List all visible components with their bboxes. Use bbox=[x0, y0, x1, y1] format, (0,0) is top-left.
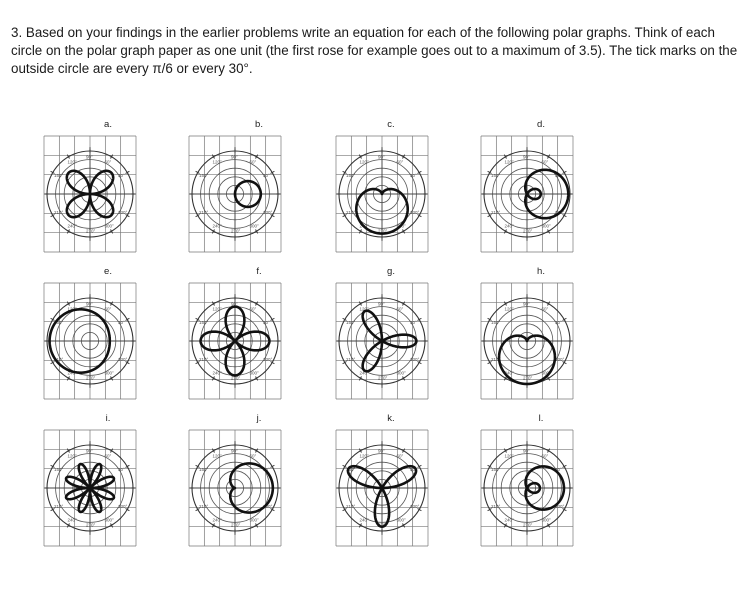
angle-label: 330° bbox=[118, 356, 128, 362]
angle-label: 270° bbox=[523, 228, 533, 234]
angle-label: 120° bbox=[67, 306, 77, 312]
angle-label: 330° bbox=[555, 503, 565, 509]
angle-label: 150° bbox=[490, 467, 501, 473]
angle-label: 90° bbox=[378, 154, 385, 160]
angle-label: 90° bbox=[523, 448, 530, 454]
angle-label: 240° bbox=[67, 223, 77, 229]
angle-label: 150° bbox=[53, 173, 64, 179]
angle-label: 300° bbox=[104, 517, 114, 523]
angle-label: 330° bbox=[263, 356, 273, 362]
angle-label: 120° bbox=[359, 453, 369, 459]
graph-label: a. bbox=[104, 119, 112, 130]
polar-graph bbox=[336, 430, 428, 546]
angle-label: 240° bbox=[504, 517, 514, 523]
angle-label: 120° bbox=[504, 306, 514, 312]
angle-label: 150° bbox=[345, 173, 356, 179]
angle-label: 120° bbox=[67, 159, 77, 165]
graph-label: h. bbox=[537, 266, 545, 277]
angle-label: 300° bbox=[104, 223, 114, 229]
angle-label: 30° bbox=[410, 467, 417, 473]
angle-label: 240° bbox=[212, 223, 222, 229]
angle-label: 30° bbox=[263, 320, 270, 326]
polar-graph bbox=[44, 430, 136, 546]
angle-label: 120° bbox=[212, 159, 222, 165]
angle-label: 120° bbox=[212, 306, 222, 312]
angle-label: 120° bbox=[212, 453, 222, 459]
angle-label: 270° bbox=[86, 228, 96, 234]
angle-label: 60° bbox=[104, 453, 112, 459]
angle-label: 60° bbox=[104, 159, 112, 165]
angle-label: 30° bbox=[555, 320, 562, 326]
angle-label: 300° bbox=[396, 517, 406, 523]
angle-label: 60° bbox=[249, 306, 257, 312]
angle-label: 240° bbox=[359, 517, 369, 523]
angle-label: 30° bbox=[410, 173, 417, 179]
angle-label: 300° bbox=[104, 370, 114, 376]
angle-label: 210° bbox=[345, 503, 356, 509]
angle-label: 240° bbox=[212, 517, 222, 523]
angle-label: 270° bbox=[86, 522, 96, 528]
polar-graph bbox=[189, 283, 281, 399]
graph-label: b. bbox=[255, 119, 263, 130]
angle-label: 30° bbox=[118, 173, 125, 179]
angle-label: 120° bbox=[504, 159, 514, 165]
angle-label: 60° bbox=[396, 159, 404, 165]
angle-label: 270° bbox=[231, 228, 241, 234]
angle-label: 60° bbox=[249, 453, 257, 459]
angle-label: 60° bbox=[541, 159, 549, 165]
angle-label: 120° bbox=[359, 306, 369, 312]
angle-label: 150° bbox=[345, 320, 356, 326]
angle-label: 90° bbox=[231, 154, 238, 160]
angle-label: 300° bbox=[249, 223, 259, 229]
angle-label: 240° bbox=[504, 223, 514, 229]
angle-label: 150° bbox=[53, 320, 64, 326]
angle-label: 210° bbox=[53, 209, 64, 215]
angle-label: 330° bbox=[410, 209, 420, 215]
angle-label: 330° bbox=[410, 503, 420, 509]
angle-label: 30° bbox=[555, 173, 562, 179]
angle-label: 210° bbox=[198, 356, 209, 362]
angle-label: 90° bbox=[523, 301, 530, 307]
angle-label: 30° bbox=[263, 467, 270, 473]
angle-label: 30° bbox=[263, 173, 270, 179]
question-text: 3. Based on your findings in the earlier problems write an equation for each of the following polar graphs. Think of each circle on the polar graph paper as one unit (the first rose for example goes out to a maximum of 3.5). The tick marks on the outside circle are every π/6 or every 30°. bbox=[11, 25, 738, 76]
angle-label: 90° bbox=[378, 448, 385, 454]
angle-label: 60° bbox=[396, 453, 404, 459]
graph-label: k. bbox=[387, 413, 395, 424]
graph-label: f. bbox=[256, 266, 262, 277]
polar-graph bbox=[481, 430, 573, 546]
polar-graph bbox=[336, 283, 428, 399]
angle-label: 300° bbox=[541, 517, 551, 523]
angle-label: 150° bbox=[198, 320, 209, 326]
angle-label: 330° bbox=[555, 356, 565, 362]
polar-graph bbox=[481, 283, 573, 399]
angle-label: 150° bbox=[490, 173, 501, 179]
angle-label: 240° bbox=[67, 370, 77, 376]
angle-label: 30° bbox=[555, 467, 562, 473]
angle-label: 210° bbox=[490, 356, 501, 362]
angle-label: 300° bbox=[396, 370, 406, 376]
angle-label: 150° bbox=[198, 173, 209, 179]
angle-label: 300° bbox=[541, 223, 551, 229]
polar-graph bbox=[481, 136, 573, 252]
polar-graph bbox=[189, 430, 281, 546]
angle-label: 270° bbox=[86, 375, 96, 381]
angle-label: 150° bbox=[198, 467, 209, 473]
angle-label: 150° bbox=[490, 320, 501, 326]
angle-label: 90° bbox=[378, 301, 385, 307]
angle-label: 330° bbox=[118, 503, 128, 509]
angle-label: 30° bbox=[118, 320, 125, 326]
angle-label: 330° bbox=[555, 209, 565, 215]
angle-label: 60° bbox=[104, 306, 112, 312]
angle-label: 240° bbox=[359, 370, 369, 376]
angle-label: 270° bbox=[231, 375, 241, 381]
angle-label: 210° bbox=[53, 503, 64, 509]
graph-label: d. bbox=[537, 119, 545, 130]
angle-label: 330° bbox=[263, 209, 273, 215]
angle-label: 270° bbox=[378, 522, 388, 528]
graph-label: l. bbox=[538, 413, 544, 424]
angle-label: 210° bbox=[345, 356, 356, 362]
angle-label: 330° bbox=[118, 209, 128, 215]
polar-graph bbox=[44, 136, 136, 252]
polar-graph bbox=[336, 136, 428, 252]
angle-label: 210° bbox=[490, 209, 501, 215]
angle-label: 90° bbox=[86, 301, 93, 307]
graph-label: c. bbox=[387, 119, 395, 130]
angle-label: 240° bbox=[67, 517, 77, 523]
angle-label: 300° bbox=[396, 223, 406, 229]
angle-label: 300° bbox=[541, 370, 551, 376]
angle-label: 210° bbox=[198, 503, 209, 509]
angle-label: 270° bbox=[523, 375, 533, 381]
angle-label: 30° bbox=[410, 320, 417, 326]
graph-label: j. bbox=[256, 413, 262, 424]
angle-label: 60° bbox=[541, 306, 549, 312]
graph-label: i. bbox=[105, 413, 111, 424]
angle-label: 30° bbox=[118, 467, 125, 473]
angle-label: 90° bbox=[231, 448, 238, 454]
angle-label: 60° bbox=[541, 453, 549, 459]
angle-label: 90° bbox=[523, 154, 530, 160]
angle-label: 270° bbox=[378, 375, 388, 381]
graph-label: g. bbox=[387, 266, 395, 277]
angle-label: 210° bbox=[198, 209, 209, 215]
angle-label: 120° bbox=[359, 159, 369, 165]
angle-label: 150° bbox=[53, 467, 64, 473]
angle-label: 60° bbox=[249, 159, 257, 165]
angle-label: 300° bbox=[249, 517, 259, 523]
angle-label: 330° bbox=[263, 503, 273, 509]
graph-label: e. bbox=[104, 266, 112, 277]
angle-label: 210° bbox=[490, 503, 501, 509]
angle-label: 90° bbox=[231, 301, 238, 307]
angle-label: 300° bbox=[249, 370, 259, 376]
angle-label: 210° bbox=[53, 356, 64, 362]
angle-label: 240° bbox=[359, 223, 369, 229]
angle-label: 270° bbox=[231, 522, 241, 528]
angle-label: 90° bbox=[86, 448, 93, 454]
angle-label: 240° bbox=[212, 370, 222, 376]
angle-label: 120° bbox=[67, 453, 77, 459]
angle-label: 90° bbox=[86, 154, 93, 160]
angle-label: 270° bbox=[378, 228, 388, 234]
angle-label: 240° bbox=[504, 370, 514, 376]
angle-label: 330° bbox=[410, 356, 420, 362]
angle-label: 60° bbox=[396, 306, 404, 312]
polar-graph bbox=[189, 136, 281, 252]
angle-label: 150° bbox=[345, 467, 356, 473]
angle-label: 270° bbox=[523, 522, 533, 528]
polar-graph bbox=[44, 283, 136, 399]
angle-label: 210° bbox=[345, 209, 356, 215]
angle-label: 120° bbox=[504, 453, 514, 459]
